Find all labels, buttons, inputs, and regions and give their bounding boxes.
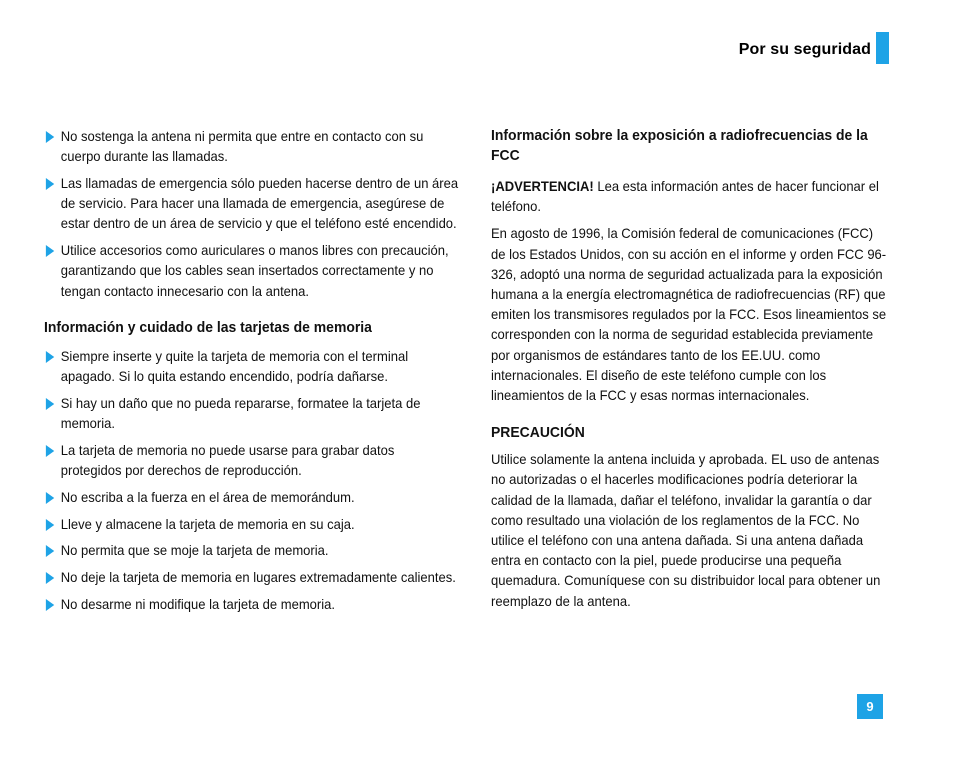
bullet-arrow-icon	[46, 351, 54, 363]
header-accent-bar	[876, 32, 889, 64]
list-item: La tarjeta de memoria no puede usarse para grabar datos protegidos por derechos de reproducción.	[44, 440, 459, 480]
list-item: Las llamadas de emergencia sólo pueden hacerse dentro de un área de servicio. Para hacer una llamada de emergencia, asegúrese de estar dentro de un área de servicio y que el teléfono esté encendido.	[44, 173, 459, 234]
bullet-arrow-icon	[46, 519, 54, 531]
warning-text: Lea esta información antes de hacer funcionar el teléfono.	[491, 178, 879, 215]
bullet-arrow-icon	[46, 445, 54, 457]
left-column	[44, 126, 459, 621]
right-column	[491, 126, 891, 611]
memory-card-heading: Información y cuidado de las tarjetas de memoria	[44, 318, 372, 336]
page-number-badge: 9	[857, 694, 883, 719]
page-section-title: Por su seguridad	[738, 41, 871, 58]
safety-bullet-list	[44, 126, 459, 301]
bullet-arrow-icon	[46, 398, 54, 410]
warning-paragraph	[491, 176, 889, 216]
bullet-arrow-icon	[46, 178, 54, 190]
memory-card-bullet-list	[44, 346, 456, 614]
list-item: No sostenga la antena ni permita que entre en contacto con su cuerpo durante las llamadas.	[44, 126, 459, 166]
rf-paragraph: En agosto de 1996, la Comisión federal de comunicaciones (FCC) de los Estados Unidos, con su acción en el informe y orden FCC 96-326, adoptó una norma de seguridad actualizada para la exposición humana a la energía electromagnética de radiofrecuencias (RF) que emiten los transmisores regulados por la FCC. Esos lineamientos se corresponden con la norma de seguridad establecida previamente por organismos de estándares tanto de los EE.UU. como internacionales. El diseño de este teléfono cumple con los lineamientos de la FCC y esas normas internacionales.	[491, 225, 887, 404]
bullet-arrow-icon	[46, 492, 54, 504]
warning-label: ¡ADVERTENCIA!	[491, 178, 594, 194]
rf-exposure-heading: Información sobre la exposición a radiofrecuencias de la FCC	[491, 127, 868, 164]
bullet-arrow-icon	[46, 131, 54, 143]
bullet-arrow-icon	[46, 572, 54, 584]
list-item: Si hay un daño que no pueda repararse, formatee la tarjeta de memoria.	[44, 393, 459, 433]
list-item: No desarme ni modifique la tarjeta de memoria.	[44, 594, 459, 614]
list-item: Siempre inserte y quite la tarjeta de memoria con el terminal apagado. Si lo quita estando encendido, podría dañarse.	[44, 346, 459, 386]
bullet-arrow-icon	[46, 599, 54, 611]
list-item: Lleve y almacene la tarjeta de memoria en su caja.	[44, 514, 459, 534]
list-item: No deje la tarjeta de memoria en lugares extremadamente calientes.	[44, 567, 459, 587]
caution-paragraph: Utilice solamente la antena incluida y aprobada. EL uso de antenas no autorizadas o el hacerles modificaciones podría deteriorar la calidad de la llamada, dañar el teléfono, invalidar la garantía o dar como resultado una violación de los reglamentos de la FCC. No utilice el teléfono con una antena dañada. Si una antena dañada entra en contacto con la piel, puede producirse una pequeña quemadura. Comuníquese con su distribuidor local para obtener un reemplazo de la antena.	[491, 451, 881, 609]
list-item: No permita que se moje la tarjeta de memoria.	[44, 540, 459, 560]
list-item: Utilice accesorios como auriculares o manos libres con precaución, garantizando que los cables sean insertados correctamente y no tengan contacto innecesario con la antena.	[44, 240, 459, 301]
list-item: No escriba a la fuerza en el área de memorándum.	[44, 487, 459, 507]
bullet-arrow-icon	[46, 245, 54, 257]
bullet-arrow-icon	[46, 545, 54, 557]
caution-heading: PRECAUCIÓN	[491, 424, 585, 442]
